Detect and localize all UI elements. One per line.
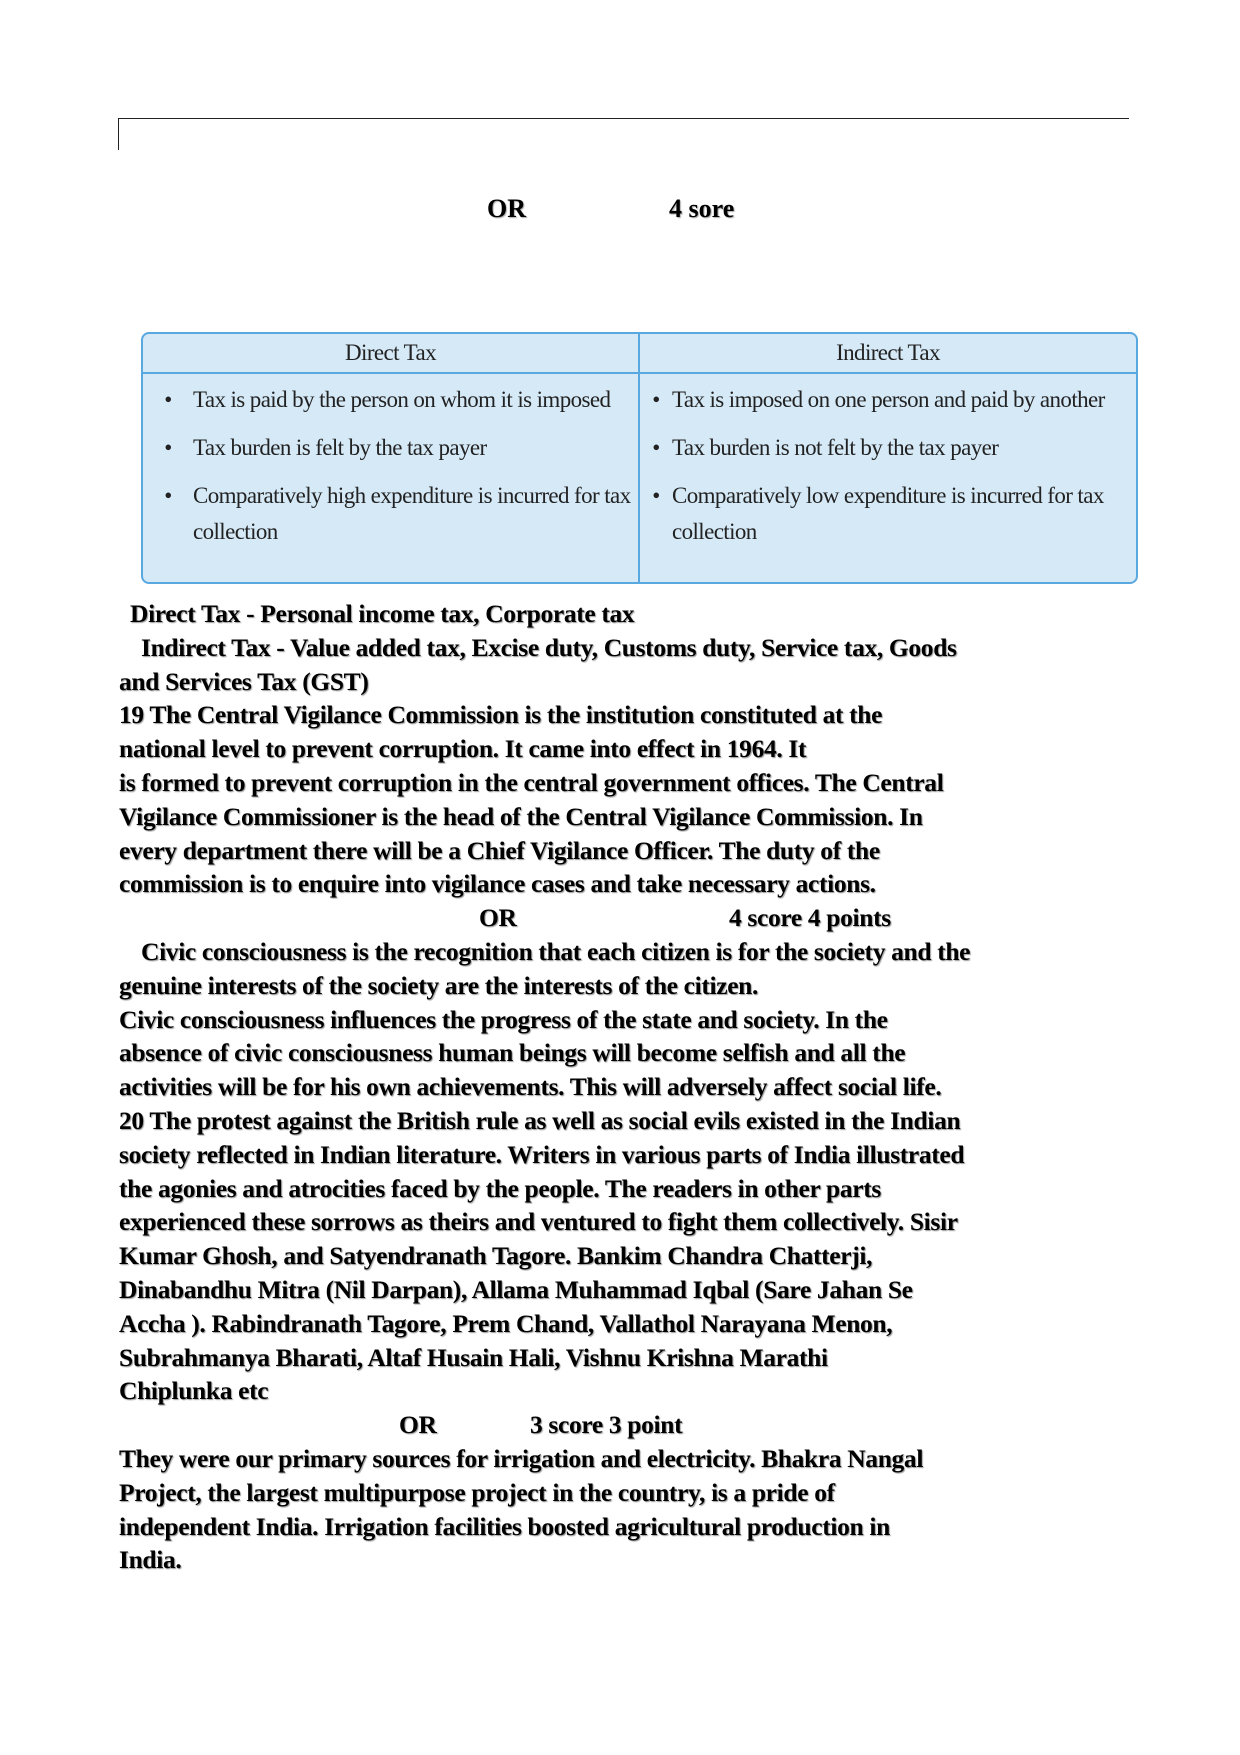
- or-score-line: [0, 901, 1240, 935]
- line-text: Dinabandhu Mitra (Nil Darpan), Allama Muhammad Iqbal (Sare Jahan Se: [119, 1274, 913, 1304]
- text-line: [0, 1510, 1240, 1544]
- line-text: experienced these sorrows as theirs and ventured to fight them collectively. Sisir: [119, 1207, 958, 1237]
- line-text: Accha ). Rabindranath Tagore, Prem Chand, Vallathol Narayana Menon,: [119, 1308, 893, 1338]
- text-line: [0, 766, 1240, 800]
- line-text: every department there will be a Chief Vigilance Officer. The duty of the: [119, 835, 880, 865]
- text-line: [0, 1172, 1240, 1206]
- table-list-item: [143, 430, 634, 466]
- text-line: [0, 732, 1240, 766]
- score-label: 3 score 3 point: [530, 1410, 683, 1440]
- text-line: [0, 597, 1240, 631]
- table-item-text: Tax burden is felt by the tax payer: [193, 435, 487, 460]
- line-text: national level to prevent corruption. It came into effect in 1964. It: [119, 734, 807, 764]
- text-line: [0, 1205, 1240, 1239]
- text-line: [0, 1543, 1240, 1577]
- line-text: and Services Tax (GST): [119, 666, 369, 696]
- line-text: 19 The Central Vigilance Commission is the institution constituted at the: [119, 700, 883, 730]
- table-item-text: Tax is imposed on one person and paid by another: [672, 387, 1105, 412]
- table-item-text: Tax is paid by the person on whom it is imposed: [193, 387, 611, 412]
- line-text: genuine interests of the society are the interests of the citizen.: [119, 970, 759, 1000]
- table-list-item: [143, 478, 634, 550]
- line-text: absence of civic consciousness human beings will become selfish and all the: [119, 1038, 906, 1068]
- line-text: Civic consciousness influences the progress of the state and society. In the: [119, 1004, 888, 1034]
- line-text: society reflected in Indian literature. Writers in various parts of India illustrated: [119, 1139, 965, 1169]
- bullet-icon: •: [652, 387, 660, 412]
- line-text: Project, the largest multipurpose project in the country, is a pride of: [119, 1477, 835, 1507]
- line-text: commission is to enquire into vigilance cases and take necessary actions.: [119, 869, 876, 899]
- text-line: [0, 1003, 1240, 1037]
- bullet-icon: •: [164, 387, 172, 412]
- line-text: Subrahmanya Bharati, Altaf Husain Hali, Vishnu Krishna Marathi: [119, 1342, 828, 1372]
- bullet-icon: •: [164, 435, 172, 460]
- text-line: [0, 834, 1240, 868]
- score-label: 4 sore: [669, 194, 735, 223]
- table-item-text: Comparatively low expenditure is incurred for tax collection: [672, 483, 1104, 544]
- line-text: is formed to prevent corruption in the central government offices. The Central: [119, 767, 944, 797]
- line-text: They were our primary sources for irrigation and electricity. Bhakra Nangal: [119, 1443, 924, 1473]
- text-line: [0, 969, 1240, 1003]
- text-line: [0, 1442, 1240, 1476]
- text-line: [0, 1104, 1240, 1138]
- text-line: [0, 1476, 1240, 1510]
- table-list-item: [640, 430, 1132, 466]
- answer-text: [0, 597, 1240, 1577]
- indirect-tax-cell: [640, 374, 1136, 582]
- line-text: Kumar Ghosh, and Satyendranath Tagore. Bankim Chandra Chatterji,: [119, 1241, 873, 1271]
- line-text: the agonies and atrocities faced by the people. The readers in other parts: [119, 1173, 881, 1203]
- line-text: Vigilance Commissioner is the head of the Central Vigilance Commission. In: [119, 801, 923, 831]
- table-item-text: Comparatively high expenditure is incurred for tax collection: [193, 483, 631, 544]
- header-direct-tax: Direct Tax: [143, 334, 640, 374]
- table-item-text: Tax burden is not felt by the tax payer: [672, 435, 999, 460]
- page-frame-tick: [118, 118, 119, 150]
- text-line: [0, 1070, 1240, 1104]
- line-text: Chiplunka etc: [119, 1376, 269, 1406]
- line-text: Indirect Tax - Value added tax, Excise duty, Customs duty, Service tax, Goods: [141, 632, 957, 662]
- or-score-line: [0, 1408, 1240, 1442]
- header-indirect-tax: Indirect Tax: [640, 334, 1136, 374]
- line-text: Civic consciousness is the recognition that each citizen is for the society and the: [141, 936, 971, 966]
- text-line: [0, 665, 1240, 699]
- text-line: [0, 1374, 1240, 1408]
- bullet-icon: •: [164, 483, 172, 508]
- text-line: [0, 1239, 1240, 1273]
- bullet-icon: •: [652, 435, 660, 460]
- or-label: OR: [479, 903, 517, 933]
- text-line: [0, 935, 1240, 969]
- table-list-item: [640, 382, 1132, 418]
- text-line: [0, 698, 1240, 732]
- direct-tax-cell: [143, 374, 640, 582]
- text-line: [0, 867, 1240, 901]
- text-line: [0, 1036, 1240, 1070]
- page-frame-line: [118, 118, 1129, 119]
- line-text: 20 The protest against the British rule as well as social evils existed in the Indian: [119, 1105, 961, 1135]
- line-text: Direct Tax - Personal income tax, Corporate tax: [130, 599, 635, 628]
- text-line: [0, 1138, 1240, 1172]
- line-text: India.: [119, 1545, 182, 1575]
- table-list-item: [143, 382, 634, 418]
- bullet-icon: •: [652, 483, 660, 508]
- or-label: OR: [399, 1410, 437, 1440]
- text-line: [0, 800, 1240, 834]
- or-label: OR: [487, 194, 526, 223]
- text-line: [0, 1307, 1240, 1341]
- text-line: [0, 1341, 1240, 1375]
- text-line: [0, 631, 1240, 665]
- table-list-item: [640, 478, 1132, 550]
- text-line: [0, 1273, 1240, 1307]
- line-text: activities will be for his own achievements. This will adversely affect social life.: [119, 1072, 942, 1102]
- line-text: independent India. Irrigation facilities boosted agricultural production in: [119, 1511, 890, 1541]
- tax-comparison-table: [141, 332, 1138, 584]
- score-label: 4 score 4 points: [729, 903, 891, 933]
